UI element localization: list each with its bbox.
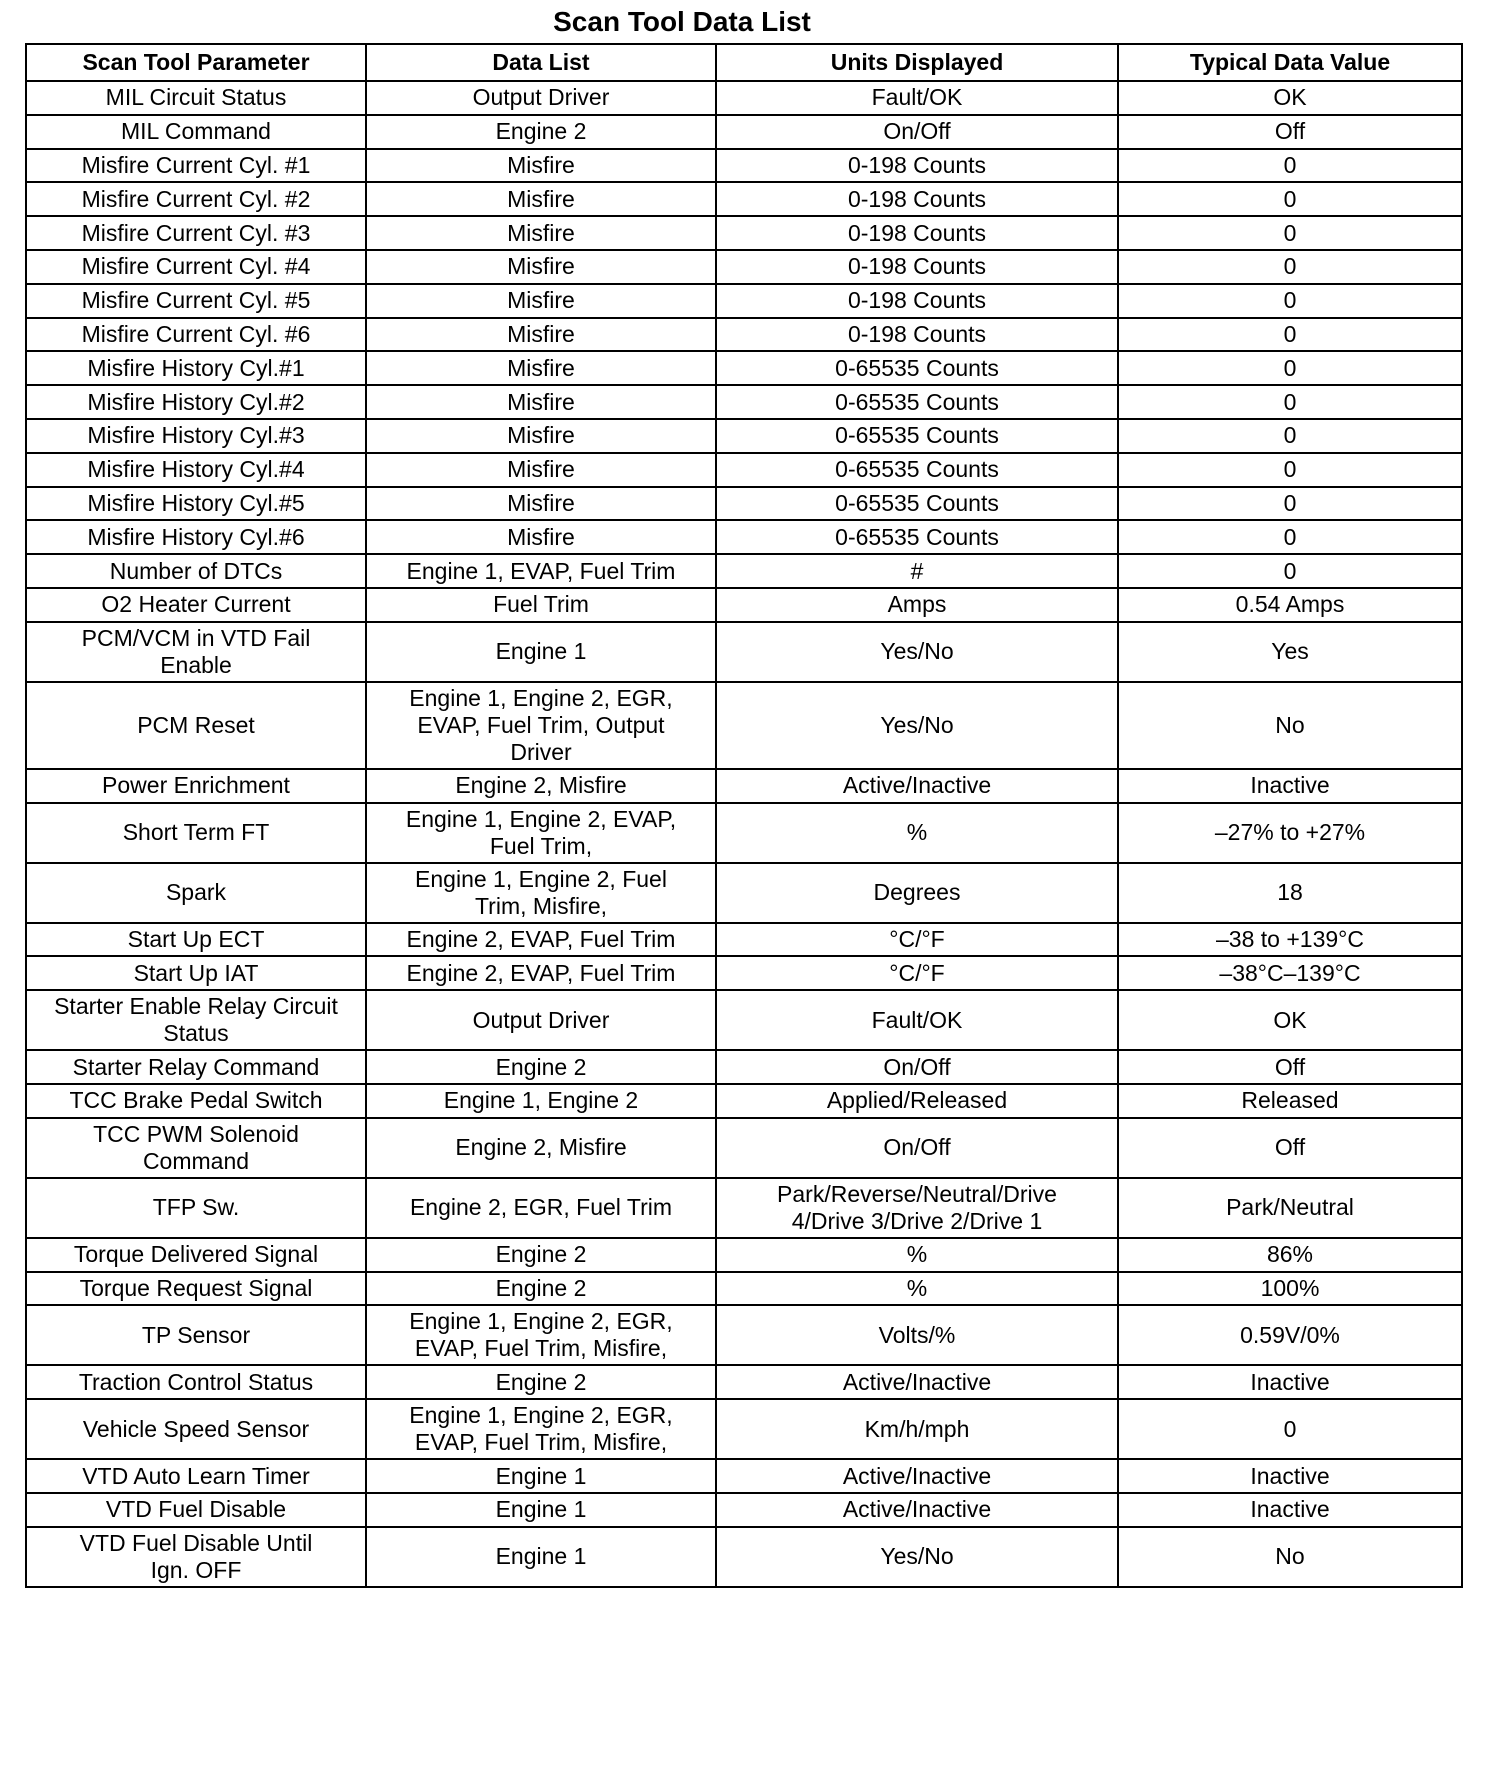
data-list-cell: Output Driver bbox=[366, 81, 716, 115]
parameter-cell: Misfire History Cyl.#4 bbox=[26, 453, 366, 487]
units-cell: 0-65535 Counts bbox=[716, 520, 1118, 554]
typical-value-cell: 0 bbox=[1118, 284, 1462, 318]
parameter-cell: PCM/VCM in VTD Fail Enable bbox=[26, 622, 366, 682]
parameter-cell: Misfire Current Cyl. #1 bbox=[26, 149, 366, 183]
table-row bbox=[26, 1118, 1462, 1178]
table-header-row bbox=[26, 44, 1462, 81]
typical-value-cell: 18 bbox=[1118, 863, 1462, 923]
units-cell: Active/Inactive bbox=[716, 1493, 1118, 1527]
typical-value-cell: Inactive bbox=[1118, 1493, 1462, 1527]
table-row bbox=[26, 453, 1462, 487]
table-row bbox=[26, 1050, 1462, 1084]
data-list-cell: Engine 2, EVAP, Fuel Trim bbox=[366, 923, 716, 957]
typical-value-cell: 0.59V/0% bbox=[1118, 1305, 1462, 1365]
typical-value-cell: 0.54 Amps bbox=[1118, 588, 1462, 622]
data-list-cell: Engine 2 bbox=[366, 1365, 716, 1399]
units-cell: Active/Inactive bbox=[716, 769, 1118, 803]
parameter-cell: PCM Reset bbox=[26, 682, 366, 769]
table-row bbox=[26, 182, 1462, 216]
table-row bbox=[26, 115, 1462, 149]
page-title: Scan Tool Data List bbox=[553, 6, 811, 37]
parameter-cell: Start Up IAT bbox=[26, 956, 366, 990]
data-list-cell: Engine 2 bbox=[366, 1272, 716, 1306]
parameter-cell: VTD Auto Learn Timer bbox=[26, 1459, 366, 1493]
parameter-cell: TCC PWM Solenoid Command bbox=[26, 1118, 366, 1178]
table-row bbox=[26, 622, 1462, 682]
table-row bbox=[26, 216, 1462, 250]
data-list-cell: Engine 1 bbox=[366, 1459, 716, 1493]
data-list-cell: Misfire bbox=[366, 351, 716, 385]
units-cell: Fault/OK bbox=[716, 81, 1118, 115]
data-list-cell: Misfire bbox=[366, 250, 716, 284]
typical-value-cell: 0 bbox=[1118, 453, 1462, 487]
data-list-cell: Misfire bbox=[366, 419, 716, 453]
units-cell: Km/h/mph bbox=[716, 1399, 1118, 1459]
parameter-cell: Vehicle Speed Sensor bbox=[26, 1399, 366, 1459]
units-cell: 0-198 Counts bbox=[716, 250, 1118, 284]
data-list-cell: Misfire bbox=[366, 182, 716, 216]
units-cell: % bbox=[716, 803, 1118, 863]
typical-value-cell: 0 bbox=[1118, 149, 1462, 183]
table-row bbox=[26, 1084, 1462, 1118]
table-row bbox=[26, 1399, 1462, 1459]
parameter-cell: TFP Sw. bbox=[26, 1178, 366, 1238]
data-list-cell: Engine 1, Engine 2, EGR, EVAP, Fuel Trim, Misfire, bbox=[366, 1305, 716, 1365]
units-cell: Active/Inactive bbox=[716, 1459, 1118, 1493]
table-row bbox=[26, 318, 1462, 352]
data-list-cell: Misfire bbox=[366, 487, 716, 521]
parameter-cell: VTD Fuel Disable Until Ign. OFF bbox=[26, 1527, 366, 1587]
table-row bbox=[26, 1238, 1462, 1272]
units-cell: °C/°F bbox=[716, 923, 1118, 957]
table-row bbox=[26, 351, 1462, 385]
table-row bbox=[26, 81, 1462, 115]
units-cell: 0-65535 Counts bbox=[716, 453, 1118, 487]
table-row bbox=[26, 1272, 1462, 1306]
units-cell: 0-65535 Counts bbox=[716, 351, 1118, 385]
table-row bbox=[26, 1178, 1462, 1238]
parameter-cell: Misfire History Cyl.#6 bbox=[26, 520, 366, 554]
parameter-cell: TCC Brake Pedal Switch bbox=[26, 1084, 366, 1118]
units-cell: °C/°F bbox=[716, 956, 1118, 990]
data-list-cell: Engine 2, Misfire bbox=[366, 1118, 716, 1178]
table-row bbox=[26, 588, 1462, 622]
typical-value-cell: –38°C–139°C bbox=[1118, 956, 1462, 990]
parameter-cell: Starter Enable Relay Circuit Status bbox=[26, 990, 366, 1050]
parameter-cell: Misfire Current Cyl. #3 bbox=[26, 216, 366, 250]
table-row bbox=[26, 990, 1462, 1050]
data-list-cell: Engine 2 bbox=[366, 115, 716, 149]
table-row bbox=[26, 923, 1462, 957]
parameter-cell: Misfire History Cyl.#3 bbox=[26, 419, 366, 453]
typical-value-cell: 0 bbox=[1118, 250, 1462, 284]
typical-value-cell: 86% bbox=[1118, 1238, 1462, 1272]
typical-value-cell: Off bbox=[1118, 1050, 1462, 1084]
data-list-cell: Misfire bbox=[366, 520, 716, 554]
data-list-cell: Engine 2, EVAP, Fuel Trim bbox=[366, 956, 716, 990]
data-list-cell: Engine 1, Engine 2, EVAP, Fuel Trim, bbox=[366, 803, 716, 863]
parameter-cell: TP Sensor bbox=[26, 1305, 366, 1365]
data-list-cell: Engine 1 bbox=[366, 1493, 716, 1527]
table-row bbox=[26, 863, 1462, 923]
typical-value-cell: Off bbox=[1118, 115, 1462, 149]
parameter-cell: Misfire Current Cyl. #5 bbox=[26, 284, 366, 318]
typical-value-cell: 0 bbox=[1118, 351, 1462, 385]
data-list-cell: Misfire bbox=[366, 318, 716, 352]
units-cell: Yes/No bbox=[716, 622, 1118, 682]
typical-value-cell: No bbox=[1118, 682, 1462, 769]
table-row bbox=[26, 419, 1462, 453]
typical-value-cell: 100% bbox=[1118, 1272, 1462, 1306]
data-list-cell: Misfire bbox=[366, 149, 716, 183]
table-row bbox=[26, 520, 1462, 554]
table-row bbox=[26, 1527, 1462, 1587]
data-list-cell: Misfire bbox=[366, 284, 716, 318]
parameter-cell: Starter Relay Command bbox=[26, 1050, 366, 1084]
units-cell: # bbox=[716, 554, 1118, 588]
parameter-cell: Start Up ECT bbox=[26, 923, 366, 957]
scan-tool-data-table bbox=[25, 43, 1463, 1588]
units-cell: 0-198 Counts bbox=[716, 149, 1118, 183]
units-cell: On/Off bbox=[716, 115, 1118, 149]
units-cell: Park/Reverse/Neutral/Drive 4/Drive 3/Drive 2/Drive 1 bbox=[716, 1178, 1118, 1238]
table-row bbox=[26, 682, 1462, 769]
data-list-cell: Misfire bbox=[366, 453, 716, 487]
data-list-cell: Engine 1, Engine 2 bbox=[366, 1084, 716, 1118]
typical-value-cell: 0 bbox=[1118, 318, 1462, 352]
units-cell: Yes/No bbox=[716, 1527, 1118, 1587]
typical-value-cell: Inactive bbox=[1118, 1365, 1462, 1399]
header-units-displayed: Units Displayed bbox=[716, 44, 1118, 81]
typical-value-cell: 0 bbox=[1118, 554, 1462, 588]
data-list-cell: Engine 2 bbox=[366, 1238, 716, 1272]
units-cell: Volts/% bbox=[716, 1305, 1118, 1365]
parameter-cell: Torque Request Signal bbox=[26, 1272, 366, 1306]
typical-value-cell: Park/Neutral bbox=[1118, 1178, 1462, 1238]
typical-value-cell: 0 bbox=[1118, 520, 1462, 554]
typical-value-cell: Yes bbox=[1118, 622, 1462, 682]
typical-value-cell: 0 bbox=[1118, 1399, 1462, 1459]
typical-value-cell: Off bbox=[1118, 1118, 1462, 1178]
typical-value-cell: 0 bbox=[1118, 216, 1462, 250]
table-row bbox=[26, 1365, 1462, 1399]
units-cell: 0-65535 Counts bbox=[716, 487, 1118, 521]
table-row bbox=[26, 284, 1462, 318]
table-row bbox=[26, 803, 1462, 863]
data-list-cell: Misfire bbox=[366, 216, 716, 250]
table-row bbox=[26, 769, 1462, 803]
parameter-cell: Power Enrichment bbox=[26, 769, 366, 803]
data-list-cell: Engine 1, EVAP, Fuel Trim bbox=[366, 554, 716, 588]
units-cell: Fault/OK bbox=[716, 990, 1118, 1050]
units-cell: Applied/Released bbox=[716, 1084, 1118, 1118]
typical-value-cell: Inactive bbox=[1118, 1459, 1462, 1493]
typical-value-cell: 0 bbox=[1118, 182, 1462, 216]
data-list-cell: Engine 1, Engine 2, EGR, EVAP, Fuel Trim, Misfire, bbox=[366, 1399, 716, 1459]
units-cell: % bbox=[716, 1238, 1118, 1272]
units-cell: Degrees bbox=[716, 863, 1118, 923]
typical-value-cell: 0 bbox=[1118, 385, 1462, 419]
parameter-cell: Misfire Current Cyl. #2 bbox=[26, 182, 366, 216]
parameter-cell: MIL Circuit Status bbox=[26, 81, 366, 115]
table-row bbox=[26, 956, 1462, 990]
units-cell: Amps bbox=[716, 588, 1118, 622]
data-list-cell: Engine 2 bbox=[366, 1050, 716, 1084]
parameter-cell: Misfire History Cyl.#5 bbox=[26, 487, 366, 521]
typical-value-cell: Inactive bbox=[1118, 769, 1462, 803]
units-cell: 0-198 Counts bbox=[716, 182, 1118, 216]
units-cell: On/Off bbox=[716, 1050, 1118, 1084]
data-list-cell: Engine 1 bbox=[366, 622, 716, 682]
units-cell: 0-198 Counts bbox=[716, 284, 1118, 318]
parameter-cell: Torque Delivered Signal bbox=[26, 1238, 366, 1272]
parameter-cell: Misfire History Cyl.#2 bbox=[26, 385, 366, 419]
parameter-cell: Spark bbox=[26, 863, 366, 923]
table-row bbox=[26, 1459, 1462, 1493]
units-cell: 0-198 Counts bbox=[716, 318, 1118, 352]
data-list-cell: Engine 1, Engine 2, EGR, EVAP, Fuel Trim, Output Driver bbox=[366, 682, 716, 769]
header-scan-tool-parameter: Scan Tool Parameter bbox=[26, 44, 366, 81]
data-list-cell: Engine 1 bbox=[366, 1527, 716, 1587]
typical-value-cell: –27% to +27% bbox=[1118, 803, 1462, 863]
data-list-cell: Engine 1, Engine 2, Fuel Trim, Misfire, bbox=[366, 863, 716, 923]
typical-value-cell: 0 bbox=[1118, 419, 1462, 453]
units-cell: Active/Inactive bbox=[716, 1365, 1118, 1399]
units-cell: 0-65535 Counts bbox=[716, 385, 1118, 419]
table-row bbox=[26, 385, 1462, 419]
typical-value-cell: No bbox=[1118, 1527, 1462, 1587]
header-data-list: Data List bbox=[366, 44, 716, 81]
parameter-cell: Misfire Current Cyl. #6 bbox=[26, 318, 366, 352]
typical-value-cell: Released bbox=[1118, 1084, 1462, 1118]
units-cell: % bbox=[716, 1272, 1118, 1306]
table-row bbox=[26, 149, 1462, 183]
parameter-cell: O2 Heater Current bbox=[26, 588, 366, 622]
data-list-cell: Output Driver bbox=[366, 990, 716, 1050]
table-row bbox=[26, 1305, 1462, 1365]
units-cell: 0-65535 Counts bbox=[716, 419, 1118, 453]
units-cell: Yes/No bbox=[716, 682, 1118, 769]
header-typical-data-value: Typical Data Value bbox=[1118, 44, 1462, 81]
parameter-cell: Misfire History Cyl.#1 bbox=[26, 351, 366, 385]
units-cell: 0-198 Counts bbox=[716, 216, 1118, 250]
units-cell: On/Off bbox=[716, 1118, 1118, 1178]
data-list-cell: Engine 2, EGR, Fuel Trim bbox=[366, 1178, 716, 1238]
parameter-cell: Number of DTCs bbox=[26, 554, 366, 588]
parameter-cell: Misfire Current Cyl. #4 bbox=[26, 250, 366, 284]
table-row bbox=[26, 487, 1462, 521]
parameter-cell: MIL Command bbox=[26, 115, 366, 149]
table-row bbox=[26, 554, 1462, 588]
typical-value-cell: –38 to +139°C bbox=[1118, 923, 1462, 957]
typical-value-cell: 0 bbox=[1118, 487, 1462, 521]
table-row bbox=[26, 250, 1462, 284]
data-list-cell: Engine 2, Misfire bbox=[366, 769, 716, 803]
typical-value-cell: OK bbox=[1118, 81, 1462, 115]
typical-value-cell: OK bbox=[1118, 990, 1462, 1050]
parameter-cell: VTD Fuel Disable bbox=[26, 1493, 366, 1527]
data-list-cell: Misfire bbox=[366, 385, 716, 419]
parameter-cell: Traction Control Status bbox=[26, 1365, 366, 1399]
table-row bbox=[26, 1493, 1462, 1527]
data-list-cell: Fuel Trim bbox=[366, 588, 716, 622]
parameter-cell: Short Term FT bbox=[26, 803, 366, 863]
